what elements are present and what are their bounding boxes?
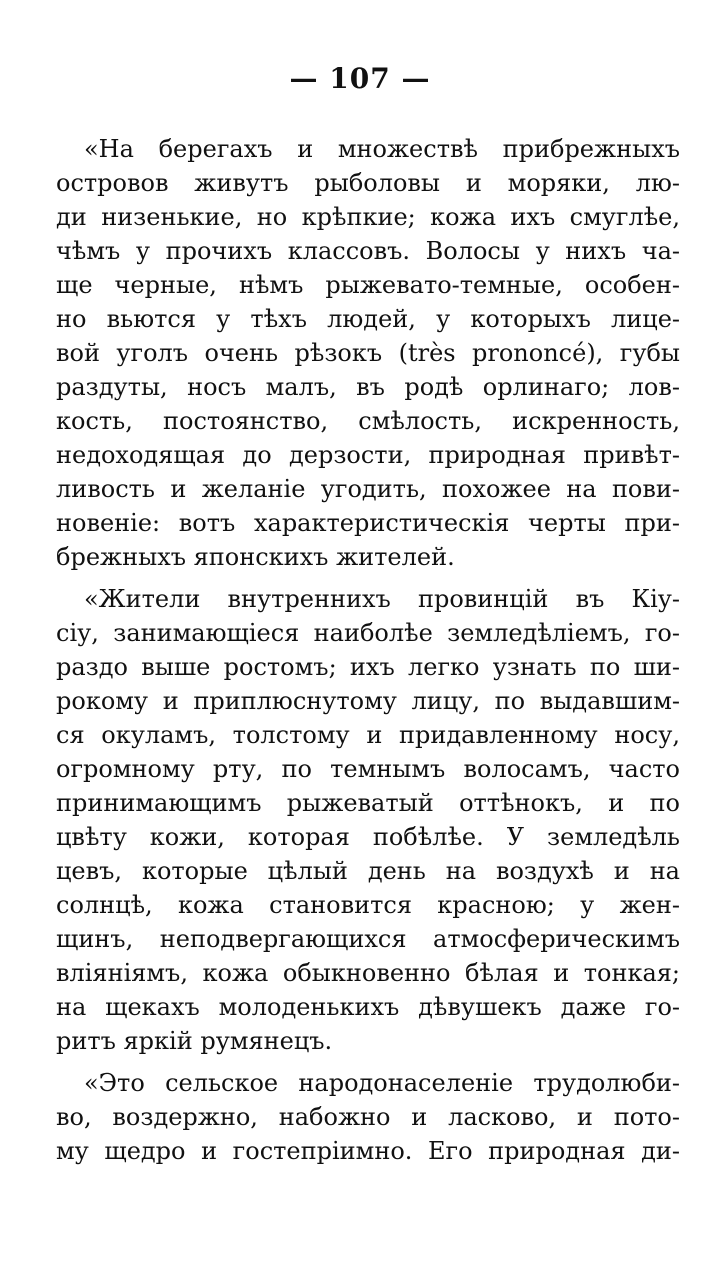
text-line: раздуты, носъ малъ, въ родѣ орлинаго; лов-	[56, 373, 680, 401]
text-line: кость, постоянство, смѣлость, искренность,	[56, 407, 680, 435]
text-line: раздо выше ростомъ; ихъ легко узнать по ши-	[56, 653, 680, 681]
text-line: му щедро и гостепріимно. Его природная ди-	[56, 1137, 680, 1165]
text-line: на щекахъ молоденькихъ дѣвушекъ даже го-	[56, 993, 680, 1021]
text-line: сіу, занимающіеся наиболѣе земледѣліемъ, го-	[56, 619, 680, 647]
paragraph-3	[56, 1066, 680, 1168]
paragraph-2	[56, 582, 680, 1058]
text-line: цевъ, которые цѣлый день на воздухѣ и на	[56, 857, 680, 885]
text-line: недоходящая до дерзости, природная привѣт-	[56, 441, 680, 469]
text-line: щинъ, неподвергающихся атмосферическимъ	[56, 925, 680, 953]
text-line: «Это сельское народонаселеніе трудолюби-	[84, 1069, 680, 1097]
text-line: принимающимъ рыжеватый оттѣнокъ, и по	[56, 789, 680, 817]
text-line: рокому и приплюснутому лицу, по выдавшим-	[56, 687, 680, 715]
text-line: вліяніямъ, кожа обыкновенно бѣлая и тонкая;	[56, 959, 680, 987]
text-line: ливость и желаніе угодить, похожее на пови-	[56, 475, 680, 503]
text-line: ся окуламъ, толстому и придавленному носу,	[56, 721, 680, 749]
page-number: — 107 —	[289, 62, 431, 95]
text-line: чѣмъ у прочихъ классовъ. Волосы у нихъ ча-	[56, 237, 680, 265]
body-text	[56, 132, 680, 1168]
text-line: цвѣту кожи, которая побѣлѣе. У земледѣль	[56, 823, 680, 851]
text-line: во, воздержно, набожно и ласково, и пото-	[56, 1103, 680, 1131]
paragraph-1	[56, 132, 680, 574]
text-line: ще черные, нѣмъ рыжевато-темные, особен-	[56, 271, 680, 299]
text-line: «На берегахъ и множествѣ прибрежныхъ	[84, 135, 680, 163]
text-line: ди низенькие, но крѣпкие; кожа ихъ смуглѣе,	[56, 203, 680, 231]
text-line: вой уголъ очень рѣзокъ (très prononcé), губы	[56, 339, 680, 367]
text-line: островов живутъ рыболовы и моряки, лю-	[56, 169, 680, 197]
text-line: «Жители внутреннихъ провинцій въ Кіу-	[84, 585, 680, 613]
text-line: но вьются у тѣхъ людей, у которыхъ лице-	[56, 305, 680, 333]
text-line: брежныхъ японскихъ жителей.	[56, 543, 455, 571]
text-line: солнцѣ, кожа становится красною; у жен-	[56, 891, 680, 919]
text-line: новеніе: вотъ характеристическія черты при-	[56, 509, 680, 537]
text-line: огромному рту, по темнымъ волосамъ, часто	[56, 755, 680, 783]
text-line: ритъ яркій румянецъ.	[56, 1027, 333, 1055]
